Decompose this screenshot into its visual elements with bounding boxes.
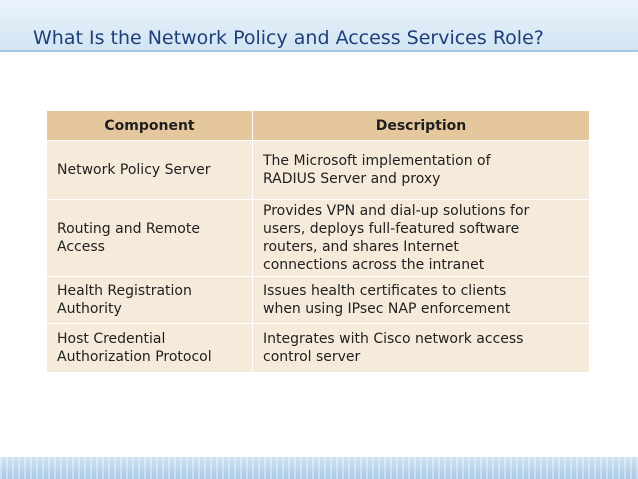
slide-title: What Is the Network Policy and Access Services Role? bbox=[33, 27, 544, 49]
component-line: Authority bbox=[57, 301, 122, 317]
component-line: Network Policy Server bbox=[57, 162, 211, 178]
description-cell bbox=[253, 141, 590, 200]
table-row bbox=[47, 277, 590, 324]
component-cell bbox=[47, 200, 253, 277]
description-line: connections across the intranet bbox=[263, 257, 485, 273]
components-table-grid bbox=[46, 110, 590, 373]
header-description: Description bbox=[253, 111, 590, 141]
description-line: when using IPsec NAP enforcement bbox=[263, 301, 511, 317]
header-component: Component bbox=[47, 111, 253, 141]
description-line: Provides VPN and dial-up solutions for bbox=[263, 203, 530, 219]
component-line: Routing and Remote bbox=[57, 221, 200, 237]
description-line: routers, and shares Internet bbox=[263, 239, 459, 255]
description-line: Integrates with Cisco network access bbox=[263, 331, 524, 347]
component-line: Host Credential bbox=[57, 331, 166, 347]
description-line: users, deploys full-featured software bbox=[263, 221, 520, 237]
description-line: control server bbox=[263, 349, 361, 365]
table-row bbox=[47, 324, 590, 373]
component-line: Access bbox=[57, 239, 105, 255]
description-cell bbox=[253, 324, 590, 373]
component-table bbox=[46, 110, 589, 373]
table-row bbox=[47, 200, 590, 277]
footer-decoration bbox=[0, 457, 638, 479]
table-header-row bbox=[47, 111, 590, 141]
component-cell bbox=[47, 324, 253, 373]
component-line: Authorization Protocol bbox=[57, 349, 212, 365]
component-line: Health Registration bbox=[57, 283, 192, 299]
description-line: The Microsoft implementation of bbox=[263, 153, 491, 169]
component-cell bbox=[47, 277, 253, 324]
description-line: Issues health certificates to clients bbox=[263, 283, 507, 299]
component-cell bbox=[47, 141, 253, 200]
description-line: RADIUS Server and proxy bbox=[263, 171, 441, 187]
description-cell bbox=[253, 277, 590, 324]
description-cell bbox=[253, 200, 590, 277]
table-row bbox=[47, 141, 590, 200]
